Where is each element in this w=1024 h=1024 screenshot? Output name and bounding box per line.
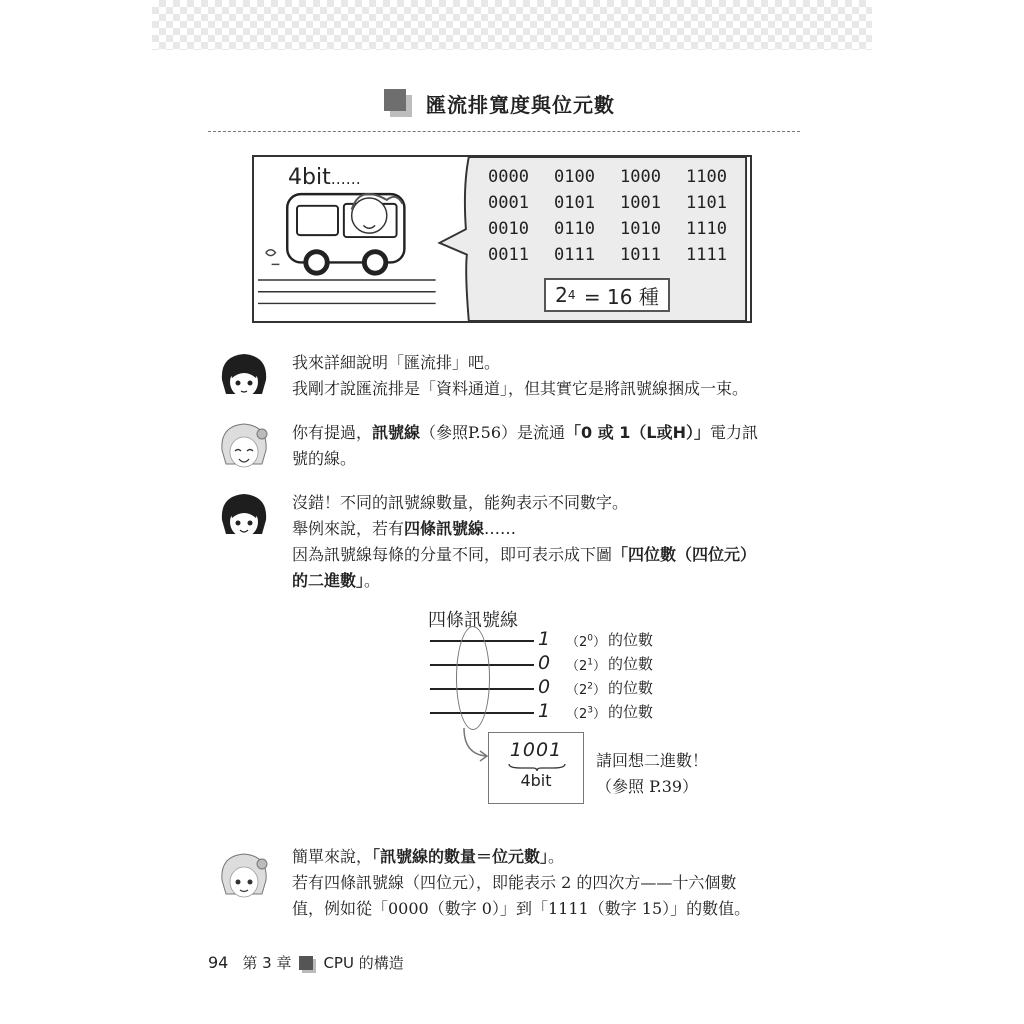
chapter-title: CPU 的構造 (323, 954, 404, 972)
wire-bit: 0 (538, 676, 551, 698)
binary-value: 1001 (620, 193, 661, 213)
dialog-text-2: 你有提過，訊號線（參照P.56）是流通「0 或 1（L或H）」電力訊 號的線。 (292, 423, 759, 468)
chapter-label: 第 3 章 (242, 954, 292, 972)
light-hair-character-avatar-icon (216, 850, 272, 906)
binary-value-grid (488, 165, 752, 267)
top-checker-band (152, 0, 872, 50)
binary-value: 0001 (488, 193, 529, 213)
wire-group-ellipse (456, 626, 490, 730)
binary-value: 0101 (554, 193, 595, 213)
binary-value: 1101 (686, 193, 727, 213)
wire-label: 的位數 (608, 679, 654, 697)
footer-square-icon (299, 956, 313, 970)
wire-bit: 1 (538, 628, 551, 650)
signal-line-figure (420, 604, 760, 814)
recall-note: 請回想二進數！ （參照 P.39） (596, 751, 709, 796)
binary-value: 0011 (488, 245, 529, 265)
binary-value: 0100 (554, 167, 595, 187)
heading-square-icon (384, 89, 412, 117)
dark-hair-character-avatar-icon (216, 350, 272, 406)
binary-value: 1010 (620, 219, 661, 239)
wire-bit: 1 (538, 700, 551, 722)
page-number: 94 (208, 953, 229, 972)
figure-title: 四條訊號線 (428, 610, 518, 631)
comic-panel (252, 155, 752, 323)
page-title: 匯流排寬度與位元數 (426, 92, 615, 117)
binary-value: 1110 (686, 219, 727, 239)
binary-value: 0110 (554, 219, 595, 239)
bit-box (488, 732, 584, 804)
binary-value: 1011 (620, 245, 661, 265)
page-footer (208, 952, 404, 973)
dialog-text-1: 我來詳細說明「匯流排」吧。 我剛才說匯流排是「資料通道」，但其實它是將訊號線捆成一束。 (292, 353, 749, 398)
dialog-text-4: 簡單來說，「訊號線的數量＝位元數」。 若有四條訊號線（四位元），即能表示 2 的四次方——十六個數 值，例如從「0000（數字 0）」到「1111（數字 15）」的數值。 (292, 847, 751, 918)
bit-box-unit: 4bit (520, 771, 552, 790)
dialog-text-3: 沒錯！不同的訊號線數量，能夠表示不同數字。 舉例來說，若有四條訊號線…… 因為訊號線每條的分量不同，即可表示成下圖「四位數（四位元） 的二進數」。 (292, 493, 757, 590)
bit-box-value: 1001 (509, 739, 563, 761)
wire-power: $(2^3)$ (566, 705, 607, 722)
brace-icon (507, 763, 567, 771)
wire-power: $(2^2)$ (566, 681, 607, 698)
wire-power: $(2^1)$ (566, 657, 607, 674)
binary-value: 1000 (620, 167, 661, 187)
light-hair-character-avatar-icon (216, 420, 272, 476)
wire-label: 的位數 (608, 631, 654, 649)
binary-value: 1100 (686, 167, 727, 187)
binary-value: 0111 (554, 245, 595, 265)
wire-label: 的位數 (608, 655, 654, 673)
binary-value: 0010 (488, 219, 529, 239)
wire-bit: 0 (538, 652, 551, 674)
binary-value: 1111 (686, 245, 727, 265)
formula-box: 2 4 = 16 種 (544, 278, 670, 312)
wire-label: 的位數 (608, 703, 654, 721)
panel-label: 4bit…… (288, 165, 361, 190)
wire-power: $(2^0)$ (566, 633, 607, 650)
binary-value: 0000 (488, 167, 529, 187)
dark-hair-character-avatar-icon (216, 490, 272, 546)
dashed-divider (208, 131, 800, 132)
section-heading (384, 88, 615, 118)
